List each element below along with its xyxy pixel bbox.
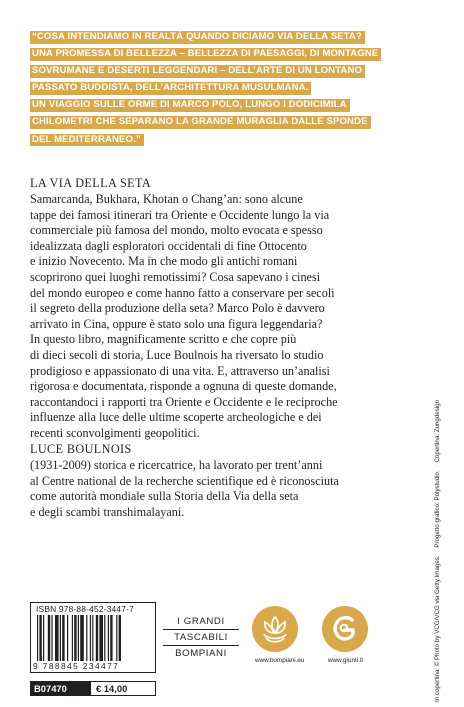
description-line: raccontandoci i rapporti tra Oriente e Occidente e le reciproche (30, 394, 338, 409)
description-line: arrivato in Cina, oppure è stato solo una figura leggendaria? (30, 316, 323, 331)
series-line: I GRANDI (177, 616, 225, 627)
description-line: del mondo europeo e come hanno fatto a conservare per secoli (30, 285, 335, 300)
quote-line: “COSA INTENDIAMO IN REALTÀ QUANDO DICIAMO VIA DELLA SETA? (30, 31, 365, 44)
quote-line: UN VIAGGIO SULLE ORME DI MARCO POLO, LUNGO I DODICIMILA (30, 99, 350, 112)
spiral-g-icon (322, 606, 368, 652)
description-line: di dieci secoli di storia, Luce Boulnois ha riversato lo studio (30, 347, 324, 362)
book-title-heading: LA VIA DELLA SETA (30, 176, 152, 190)
cover-credit: In copertina: © Photo by VCG/VCG via Getty Images. (434, 555, 441, 702)
giunti-url: www.giunti.it (328, 657, 363, 664)
description-line: Samarcanda, Bukhara, Khotan o Chang’an: sono alcune (30, 192, 303, 206)
image-credits (434, 394, 441, 702)
description-line: recenti sconvolgimenti geopolitici. (30, 425, 200, 440)
price-row (30, 681, 156, 696)
lotus-flower-icon (252, 606, 298, 652)
book-description (30, 192, 440, 442)
series-line: TASCABILI (174, 632, 228, 643)
description-line: tappe dei famosi itinerari tra Oriente e Occidente lungo la via (30, 207, 330, 222)
description-line: e inizio Novecento. Ma in che modo gli antichi romani (30, 254, 298, 269)
price-label: € 14,00 (90, 681, 156, 696)
cover-design-credit: Copertina: Zungdesign (434, 399, 441, 463)
quote-line: CHILOMETRI CHE SEPARANO LA GRANDE MURAGLIA DALLE SPONDE (30, 116, 371, 129)
description-line: commerciale più famosa del mondo, molto evocata e spesso (30, 223, 323, 238)
description-line: il segreto della produzione della seta? Marco Polo è davvero (30, 301, 325, 316)
highlighted-quote (30, 31, 434, 151)
product-code: B07470 (30, 681, 90, 696)
description-line: scoprirono quei luoghi remotissimi? Cosa sapevano i cinesi (30, 269, 321, 284)
series-divider (163, 629, 239, 630)
quote-line: DEL MEDITERRANEO.” (30, 134, 144, 147)
bompiani-logo (252, 606, 298, 652)
series-line: BOMPIANI (175, 648, 227, 659)
quote-line: PASSATO BUDDISTA, DELL’ARCHITETTURA MUSULMANA. (30, 82, 311, 95)
description-line: influenze alla luce delle ultime scoperte archeologiche e dei (30, 410, 322, 425)
quote-line: UNA PROMESSA DI BELLEZZA – BELLEZZA DI PAESAGGI, DI MONTAGNE (30, 48, 381, 61)
description-line: In questo libro, magnificamente scritto e che copre più (30, 332, 297, 347)
design-credit: Progetto grafico: Polystudio. (434, 470, 441, 548)
series-divider (163, 645, 239, 646)
isbn-text: ISBN 978-88-452-3447-7 (36, 604, 134, 614)
barcode-box (30, 602, 156, 673)
author-heading: LUCE BOULNOIS (30, 442, 132, 456)
author-bio (30, 458, 440, 520)
barcode-digits: 9 788845 234477 (33, 661, 120, 671)
barcode-icon (37, 615, 149, 661)
bompiani-url: www.bompiani.eu (255, 657, 305, 664)
description-line: prodigioso e appassionato di una vita. E, attraverso un’analisi (30, 363, 330, 378)
description-line: idealizzata dagli esploratori occidentali di fine Ottocento (30, 238, 307, 253)
bio-line: (1931-2009) storica e ricercatrice, ha lavorato per trent’anni (30, 458, 323, 472)
description-line: rigorosa e documentata, risponde a ognuna di queste domande, (30, 379, 337, 394)
bio-line: e degli scambi transhimalayani. (30, 504, 185, 519)
quote-line: SOVRUMANE E DESERTI LEGGENDARI – DELL’ARTE DI UN LONTANO (30, 65, 365, 78)
bio-line: al Centre national de la recherche scientifique ed è riconosciuta (30, 473, 339, 488)
series-name (160, 616, 242, 659)
giunti-logo (322, 606, 368, 652)
bio-line: come autorità mondiale sulla Storia della Via della seta (30, 489, 299, 504)
